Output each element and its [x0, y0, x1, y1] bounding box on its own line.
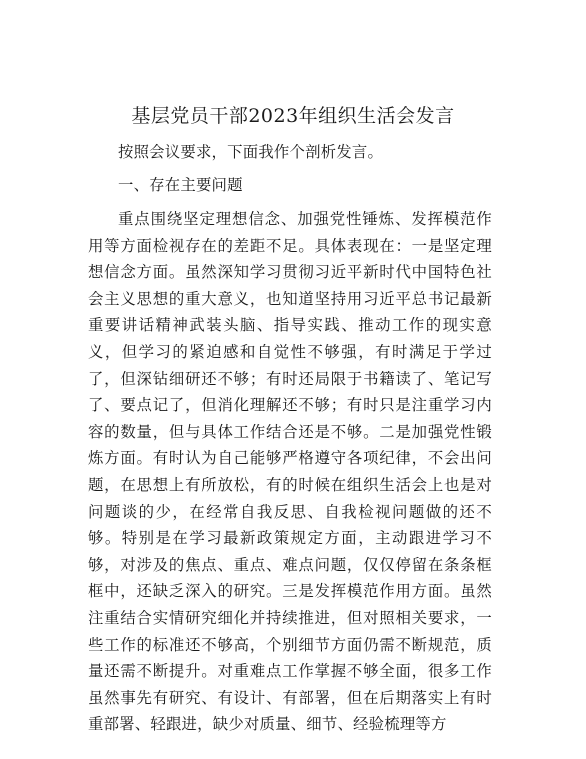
body-paragraph: 重点围绕坚定理想信念、加强党性锤炼、发挥模范作用等方面检视存在的差距不足。具体表现在：一是坚定理想信念方面。虽然深知学习贯彻习近平新时代中国特色社会主义思想的重大意义，也知道坚持用习近平总书记最新重要讲话精神武装头脑、指导实践、推动工作的现实意义，但学习的紧迫感和自觉性不够强，有时满足于学过了，但深钻细研还不够；有时还局限于书籍读了、笔记写了、要点记了，但消化理解还不够；有时只是注重学习内容的数量，但与具体工作结合还是不够。二是加强党性锻炼方面。有时认为自己能够严格遵守各项纪律，不会出问题，在思想上有所放松，有的时候在组织生活会上也是对问题谈的少，在经常自我反思、自我检视问题做的还不够。特别是在学习最新政策规定方面，主动跟进学习不够，对涉及的焦点、重点、难点问题，仅仅停留在条条框框中，还缺乏深入的研究。三是发挥模范作用方面。虽然注重结合实情研究细化并持续推进，但对照相关要求，一些工作的标准还不够高，个别细节方面仍需不断规范，质量还需不断提升。对重难点工作掌握不够全面，很多工作虽然事先有研究、有设计、有部署，但在后期落实上有时重部署、轻跟进，缺少对质量、细节、经验梳理等方: [88, 210, 492, 734]
section-heading: 一、存在主要问题: [118, 176, 243, 194]
document-title: 基层党员干部2023年组织生活会发言: [131, 105, 455, 127]
intro-paragraph: 按照会议要求，下面我作个剖析发言。: [118, 143, 384, 161]
